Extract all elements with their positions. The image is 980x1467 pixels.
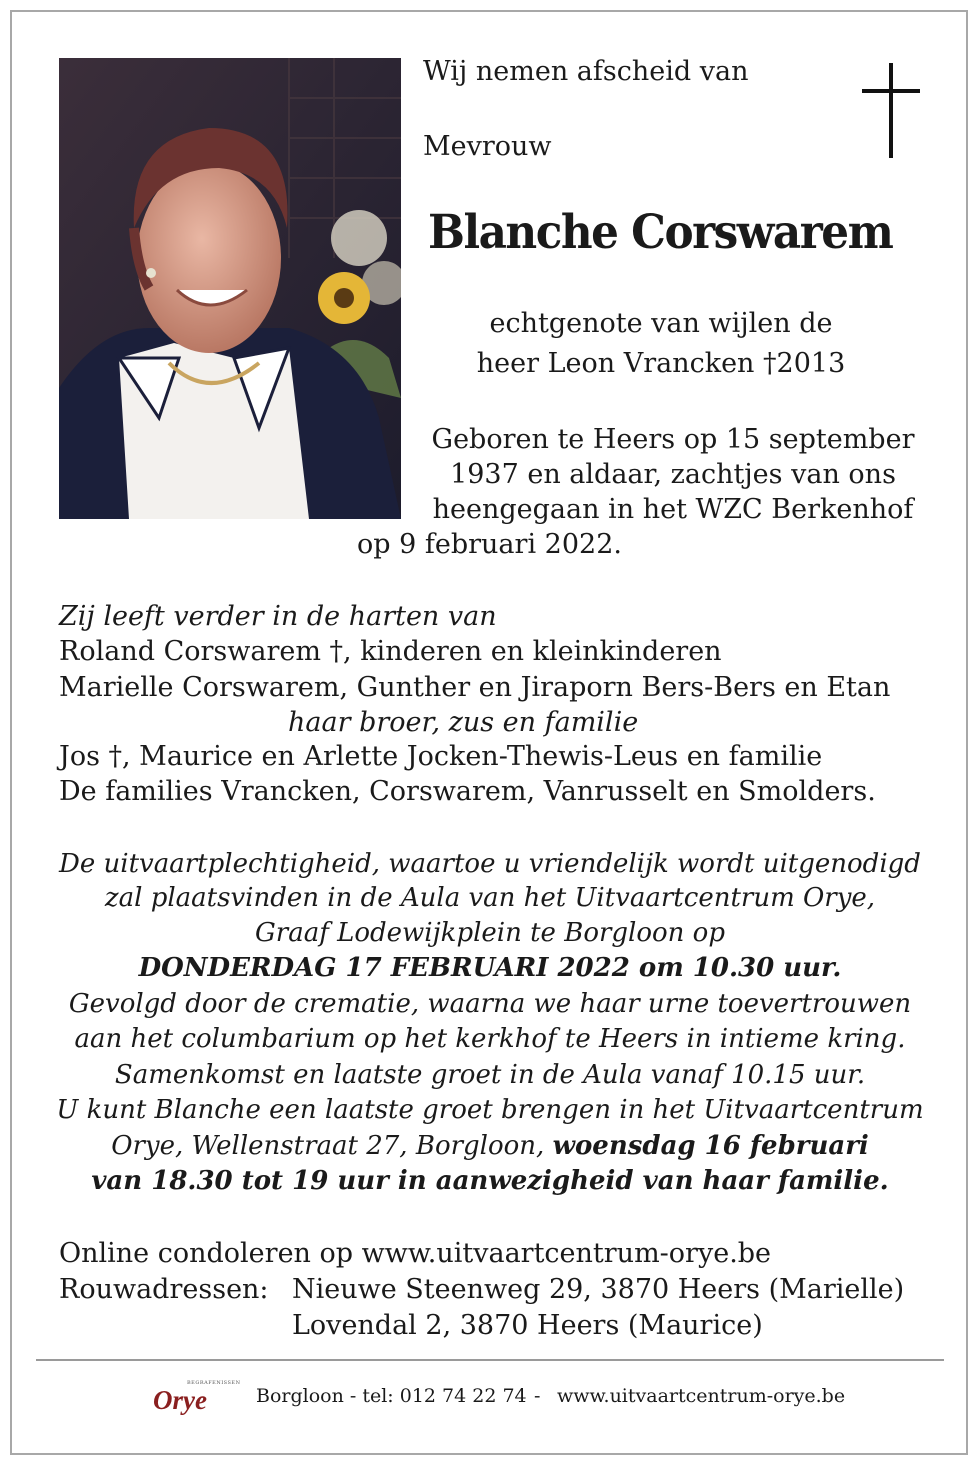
spouse-line-2: heer Leon Vrancken †2013 [476, 348, 846, 379]
footer-website: www.uitvaartcentrum-orye.be [557, 1385, 846, 1407]
family-intro: Zij leeft verder in de harten van [59, 601, 497, 632]
ceremony-line-3: Graaf Lodewijkplein te Borgloon op [255, 918, 725, 948]
ceremony-line-8 [40, 1131, 940, 1161]
orye-logo [153, 1380, 241, 1415]
ceremony-line-2: zal plaatsvinden in de Aula van het Uitvaartcentrum Orye, [104, 883, 876, 913]
ceremony-line-1: De uitvaartplechtigheid, waartoe u vriendelijk wordt uitgenodigd [59, 849, 921, 879]
spouse-line-1: echtgenote van wijlen de [489, 308, 833, 339]
rouw-label: Rouwadressen: [59, 1274, 269, 1305]
birth-line-3: heengegaan in het WZC Berkenhof [432, 494, 914, 525]
family-line-4: De families Vrancken, Corswarem, Vanrusselt en Smolders. [59, 776, 876, 807]
ceremony-line-6: Samenkomst en laatste groet in de Aula vanaf 10.15 uur. [114, 1060, 866, 1090]
online-condolence: Online condoleren op www.uitvaartcentrum-orye.be [59, 1238, 772, 1269]
family-line-3: Jos †, Maurice en Arlette Jocken-Thewis-Leus en familie [59, 741, 823, 772]
portrait-photo [59, 58, 401, 519]
birth-line-1: Geboren te Heers op 15 september [431, 424, 915, 455]
footer-separator: - [534, 1385, 541, 1407]
birth-line-2: 1937 en aldaar, zachtjes van ons [450, 459, 896, 490]
honorific: Mevrouw [423, 131, 552, 162]
family-line-1: Roland Corswarem †, kinderen en kleinkinderen [59, 636, 722, 667]
cross-icon [862, 63, 920, 158]
rouw-address-1: Nieuwe Steenweg 29, 3870 Heers (Marielle) [292, 1274, 905, 1305]
logo-wordmark: Orye [153, 1385, 207, 1415]
deceased-name: Blanche Corswarem [428, 205, 893, 260]
logo-tagline: BEGRAFENISSEN [187, 1380, 241, 1386]
visit-date: woensdag 16 februari [552, 1131, 869, 1161]
birth-line-4: op 9 februari 2022. [357, 529, 622, 560]
ceremony-date: DONDERDAG 17 FEBRUARI 2022 om 10.30 uur. [138, 953, 842, 983]
intro-text: Wij nemen afscheid van [423, 56, 749, 87]
ceremony-line-5: aan het columbarium op het kerkhof te Heers in intieme kring. [74, 1024, 906, 1054]
rouw-address-2: Lovendal 2, 3870 Heers (Maurice) [292, 1310, 763, 1341]
ceremony-line-9: van 18.30 tot 19 uur in aanwezigheid van haar familie. [91, 1166, 889, 1196]
family-subheading: haar broer, zus en familie [288, 707, 639, 738]
family-line-2: Marielle Corswarem, Gunther en Jiraporn Bers-Bers en Etan [59, 672, 891, 703]
visit-address: Orye, Wellenstraat 27, Borgloon, [111, 1131, 553, 1161]
footer-location-phone: Borgloon - tel: 012 74 22 74 [256, 1385, 527, 1407]
ceremony-line-4: Gevolgd door de crematie, waarna we haar urne toevertrouwen [68, 989, 912, 1019]
ceremony-line-7: U kunt Blanche een laatste groet brengen in het Uitvaartcentrum [56, 1095, 924, 1125]
footer-divider [36, 1359, 944, 1361]
